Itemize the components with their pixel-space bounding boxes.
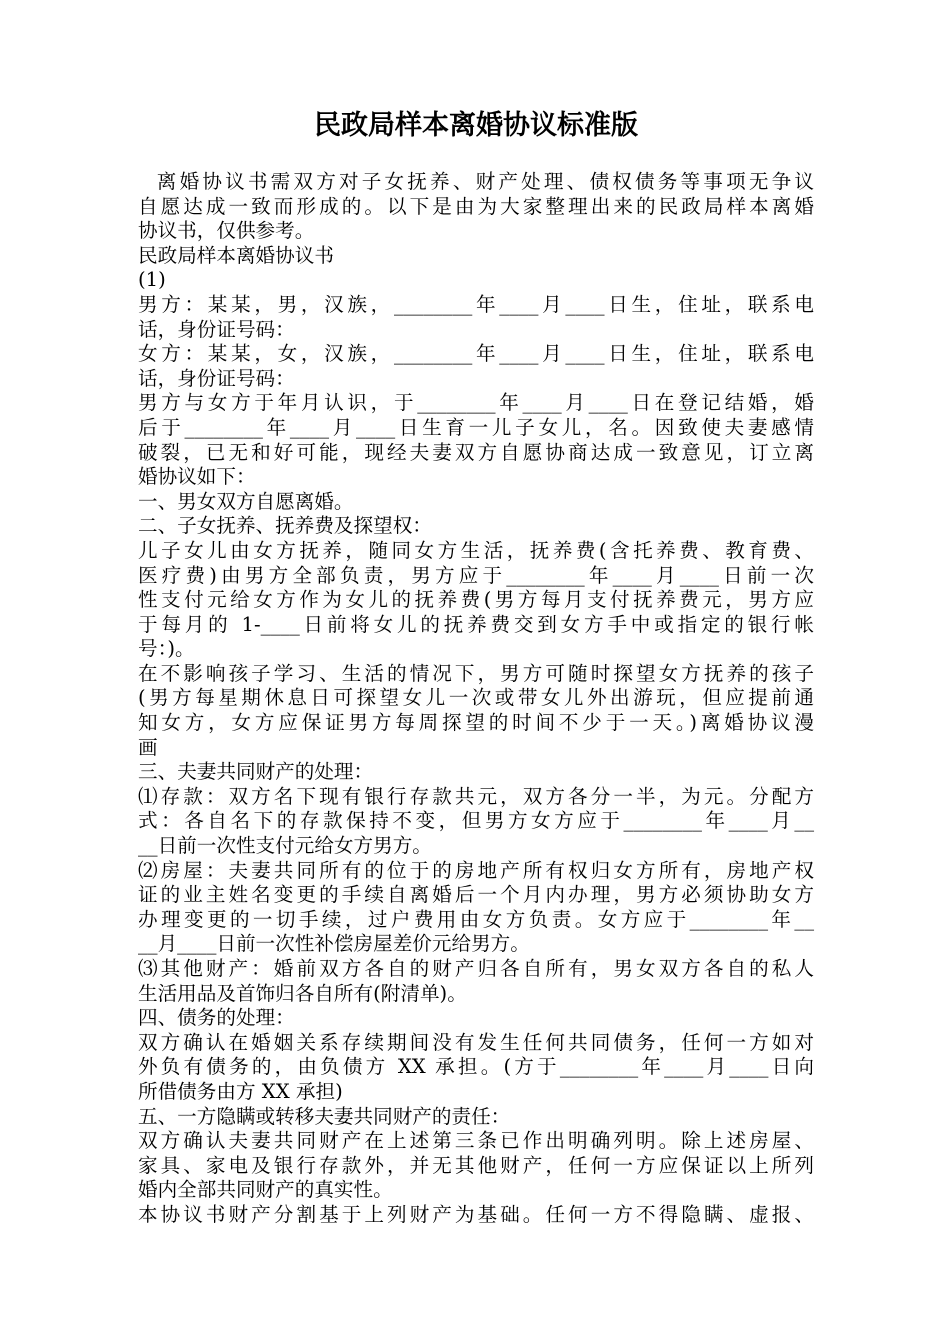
body-line: ⑶其他财产：婚前双方各自的财产归各自所有，男女双方各自的私人 xyxy=(138,957,814,980)
body-line: 办理变更的一切手续，过户费用由女方负责。女方应于________年__ xyxy=(138,907,814,931)
body-line: __日前一次性支付元给女方男方。 xyxy=(138,834,432,858)
body-line: ⑴存款：双方名下现有银行存款共元，双方各分一半，为元。分配方 xyxy=(138,784,814,808)
body-line: 式：各自名下的存款保持不变，但男方女方应于________年____月__ xyxy=(138,809,814,833)
body-line: 双方确认在婚姻关系存续期间没有发生任何共同债务，任何一方如对 xyxy=(138,1030,814,1054)
body-line: 号：)。 xyxy=(138,637,195,661)
body-line: 自愿达成一致而形成的。以下是由为大家整理出来的民政局样本离婚 xyxy=(138,194,814,218)
body-line: 证的业主姓名变更的手续自离婚后一个月内办理，男方必须协助女方 xyxy=(138,883,814,907)
body-line: 民政局样本离婚协议书 xyxy=(138,243,334,267)
body-line: (男方每星期休息日可探望女儿一次或带女儿外出游玩，但应提前通 xyxy=(138,686,814,710)
body-line: 婚内全部共同财产的真实性。 xyxy=(138,1178,393,1202)
body-line: 男方与女方于年月认识，于________年____月____日在登记结婚，婚 xyxy=(138,391,814,415)
document-body xyxy=(138,170,814,1228)
body-line: 家具、家电及银行存款外，并无其他财产，任何一方应保证以上所列 xyxy=(138,1153,814,1177)
body-line: 生活用品及首饰归各自所有(附清单)。 xyxy=(138,981,467,1005)
body-line: 性支付元给女方作为女儿的抚养费(男方每月支付抚养费元，男方应 xyxy=(138,588,814,612)
body-line: 五、一方隐瞒或转移夫妻共同财产的责任： xyxy=(138,1104,511,1128)
body-line: 话，身份证号码： xyxy=(138,317,295,341)
body-line: 本协议书财产分割基于上列财产为基础。任何一方不得隐瞒、虚报、 xyxy=(138,1202,814,1226)
body-line: 所借债务由方 XX 承担) xyxy=(138,1079,343,1103)
body-line: 画 xyxy=(138,735,158,759)
body-line: 四、债务的处理： xyxy=(138,1006,295,1030)
body-line: (1) xyxy=(138,268,166,292)
body-line: 医疗费)由男方全部负责，男方应于________年____月____日前一次 xyxy=(138,563,814,587)
body-line: __月____日前一次性补偿房屋差价元给男方。 xyxy=(138,932,530,956)
body-line: 在不影响孩子学习、生活的情况下，男方可随时探望女方抚养的孩子 xyxy=(138,661,814,685)
body-line: 知女方，女方应保证男方每周探望的时间不少于一天。)离婚协议漫 xyxy=(138,711,814,735)
body-line: 二、子女抚养、抚养费及探望权： xyxy=(138,514,432,538)
body-line: 后于________年____月____日生育一儿子女儿，名。因致使夫妻感情 xyxy=(138,415,814,439)
body-line: ⑵房屋：夫妻共同所有的位于的房地产所有权归女方所有，房地产权 xyxy=(138,858,814,882)
body-line: 三、夫妻共同财产的处理： xyxy=(138,760,374,784)
body-line: 女方：某某，女，汉族，________年____月____日生，住址，联系电 xyxy=(138,342,814,366)
body-line: 离婚协议书需双方对子女抚养、财产处理、债权债务等事项无争议 xyxy=(138,170,814,193)
body-line: 协议书，仅供参考。 xyxy=(138,219,315,243)
body-line: 男方：某某，男，汉族，________年____月____日生，住址，联系电 xyxy=(138,292,814,316)
body-line: 婚协议如下： xyxy=(138,465,256,489)
body-line: 双方确认夫妻共同财产在上述第三条已作出明确列明。除上述房屋、 xyxy=(138,1129,814,1153)
body-line: 外负有债务的，由负债方 XX 承担。(方于________年____月____日向 xyxy=(138,1055,814,1079)
body-line: 破裂，已无和好可能，现经夫妻双方自愿协商达成一致意见，订立离 xyxy=(138,440,814,464)
body-line: 于每月的 1-____日前将女儿的抚养费交到女方手中或指定的银行帐 xyxy=(138,612,814,636)
document-title: 民政局样本离婚协议标准版 xyxy=(314,110,638,141)
body-line: 一、男女双方自愿离婚。 xyxy=(138,489,354,513)
body-line: 话，身份证号码： xyxy=(138,366,295,390)
body-line: 儿子女儿由女方抚养，随同女方生活，抚养费(含托养费、教育费、 xyxy=(138,538,814,562)
